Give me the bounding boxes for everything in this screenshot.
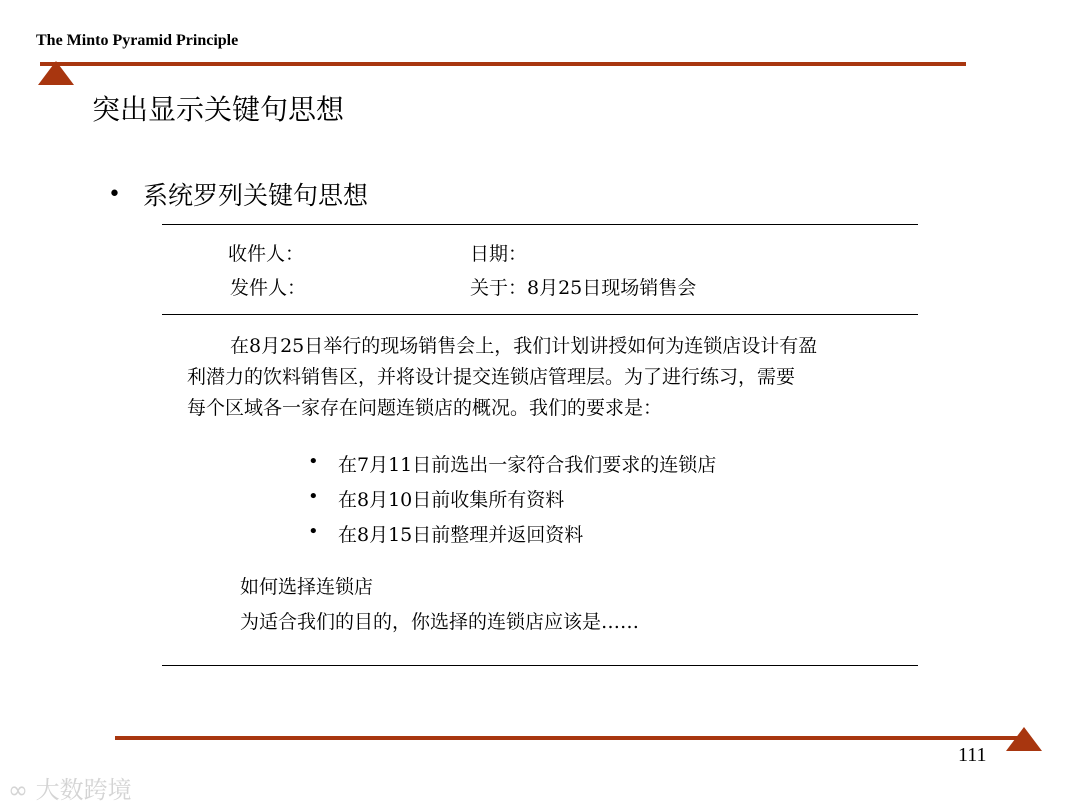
bullet-icon: • — [308, 451, 319, 472]
memo-date-label: 日期： — [470, 243, 528, 265]
section-heading: 如何选择连锁店 — [240, 576, 374, 598]
watermark — [8, 770, 132, 805]
header-rule — [40, 62, 966, 66]
triangle-icon — [1006, 727, 1042, 751]
memo-paragraph-line-1: 在8月25日举行的现场销售会上，我们计划讲授如何为连锁店设计有盈 — [230, 335, 818, 357]
memo-paragraph-line-3: 每个区域各一家存在问题连锁店的概况。我们的要求是： — [187, 397, 663, 419]
memo-header-rule — [162, 314, 918, 315]
watermark-logo-icon: ∞ — [8, 776, 36, 804]
bullet-icon: • — [308, 486, 319, 507]
brand-title: The Minto Pyramid Principle — [36, 32, 239, 49]
slide-title: 突出显示关键句思想 — [92, 93, 345, 126]
memo-from-label: 发件人： — [230, 277, 307, 299]
section-text: 为适合我们的目的，你选择的连锁店应该是…… — [240, 611, 640, 633]
bullet-icon: • — [308, 521, 319, 542]
main-bullet-text: 系统罗列关键句思想 — [143, 181, 369, 210]
triangle-icon — [38, 61, 74, 85]
memo-to-label: 收件人： — [228, 243, 305, 265]
memo-paragraph-line-2: 利潜力的饮料销售区，并将设计提交连锁店管理层。为了进行练习，需要 — [187, 366, 796, 388]
bullet-icon: • — [108, 182, 121, 207]
footer-rule — [115, 736, 1022, 740]
page-number: 111 — [958, 744, 987, 766]
requirement-item-1: 在7月11日前选出一家符合我们要求的连锁店 — [338, 454, 717, 476]
requirement-item-3: 在8月15日前整理并返回资料 — [338, 524, 584, 546]
memo-top-rule — [162, 224, 918, 225]
memo-subject: 关于：8月25日现场销售会 — [470, 277, 697, 299]
memo-bottom-rule — [162, 665, 918, 666]
watermark-text: 大数跨境 — [35, 776, 132, 804]
requirement-item-2: 在8月10日前收集所有资料 — [338, 489, 565, 511]
